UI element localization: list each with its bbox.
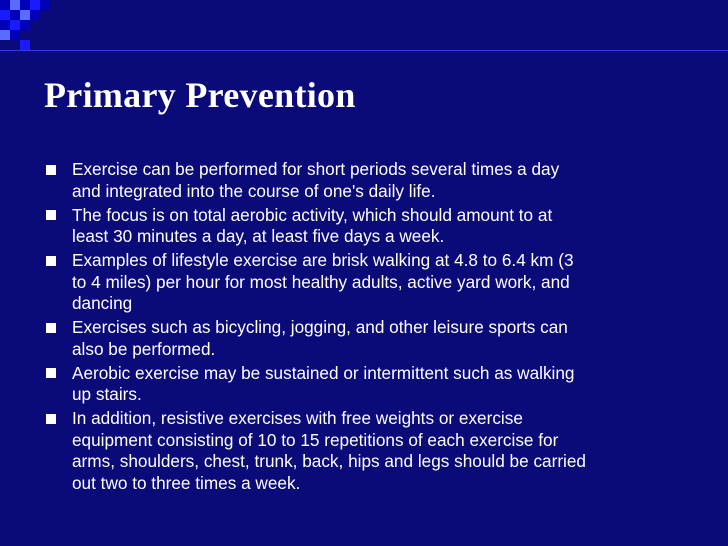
bullet-line: Exercises such as bicycling, jogging, and other leisure sports can (72, 317, 568, 337)
bullet-item (46, 408, 686, 494)
bullet-item (46, 317, 686, 360)
bullet-line: Examples of lifestyle exercise are brisk walking at 4.8 to 6.4 km (3 (72, 250, 574, 270)
slide-title: Primary Prevention (44, 75, 356, 115)
bullet-item (46, 205, 686, 248)
bullet-line: Aerobic exercise may be sustained or intermittent such as walking (72, 362, 575, 383)
square-bullet-icon (46, 323, 56, 333)
bullet-line: Exercise can be performed for short periods several times a day (72, 159, 560, 179)
square-bullet-icon (46, 165, 56, 175)
square-bullet-icon (46, 368, 56, 378)
bullet-line: arms, shoulders, chest, trunk, back, hips and legs should be carried (72, 451, 586, 471)
bullet-line: equipment consisting of 10 to 15 repetitions of each exercise for (72, 429, 559, 450)
square-bullet-icon (46, 256, 56, 266)
bullet-list (46, 159, 686, 497)
square-bullet-icon (46, 414, 56, 424)
header-divider (0, 50, 728, 51)
bullet-line: In addition, resistive exercises with free weights or exercise (72, 408, 523, 428)
bullet-item (46, 363, 686, 406)
bullet-line: to 4 miles) per hour for most healthy adults, active yard work, and (72, 271, 570, 292)
bullet-line: least 30 minutes a day, at least five days a week. (72, 226, 445, 246)
bullet-line: dancing (72, 293, 133, 313)
bullet-line: The focus is on total aerobic activity, which should amount to at (72, 204, 553, 225)
bullet-line: up stairs. (72, 384, 142, 404)
bullet-line: also be performed. (72, 338, 216, 359)
square-bullet-icon (46, 210, 56, 220)
bullet-item (46, 159, 686, 202)
bullet-item (46, 250, 686, 315)
bullet-line: out two to three times a week. (72, 472, 301, 493)
bullet-line: and integrated into the course of one's daily life. (72, 180, 436, 201)
